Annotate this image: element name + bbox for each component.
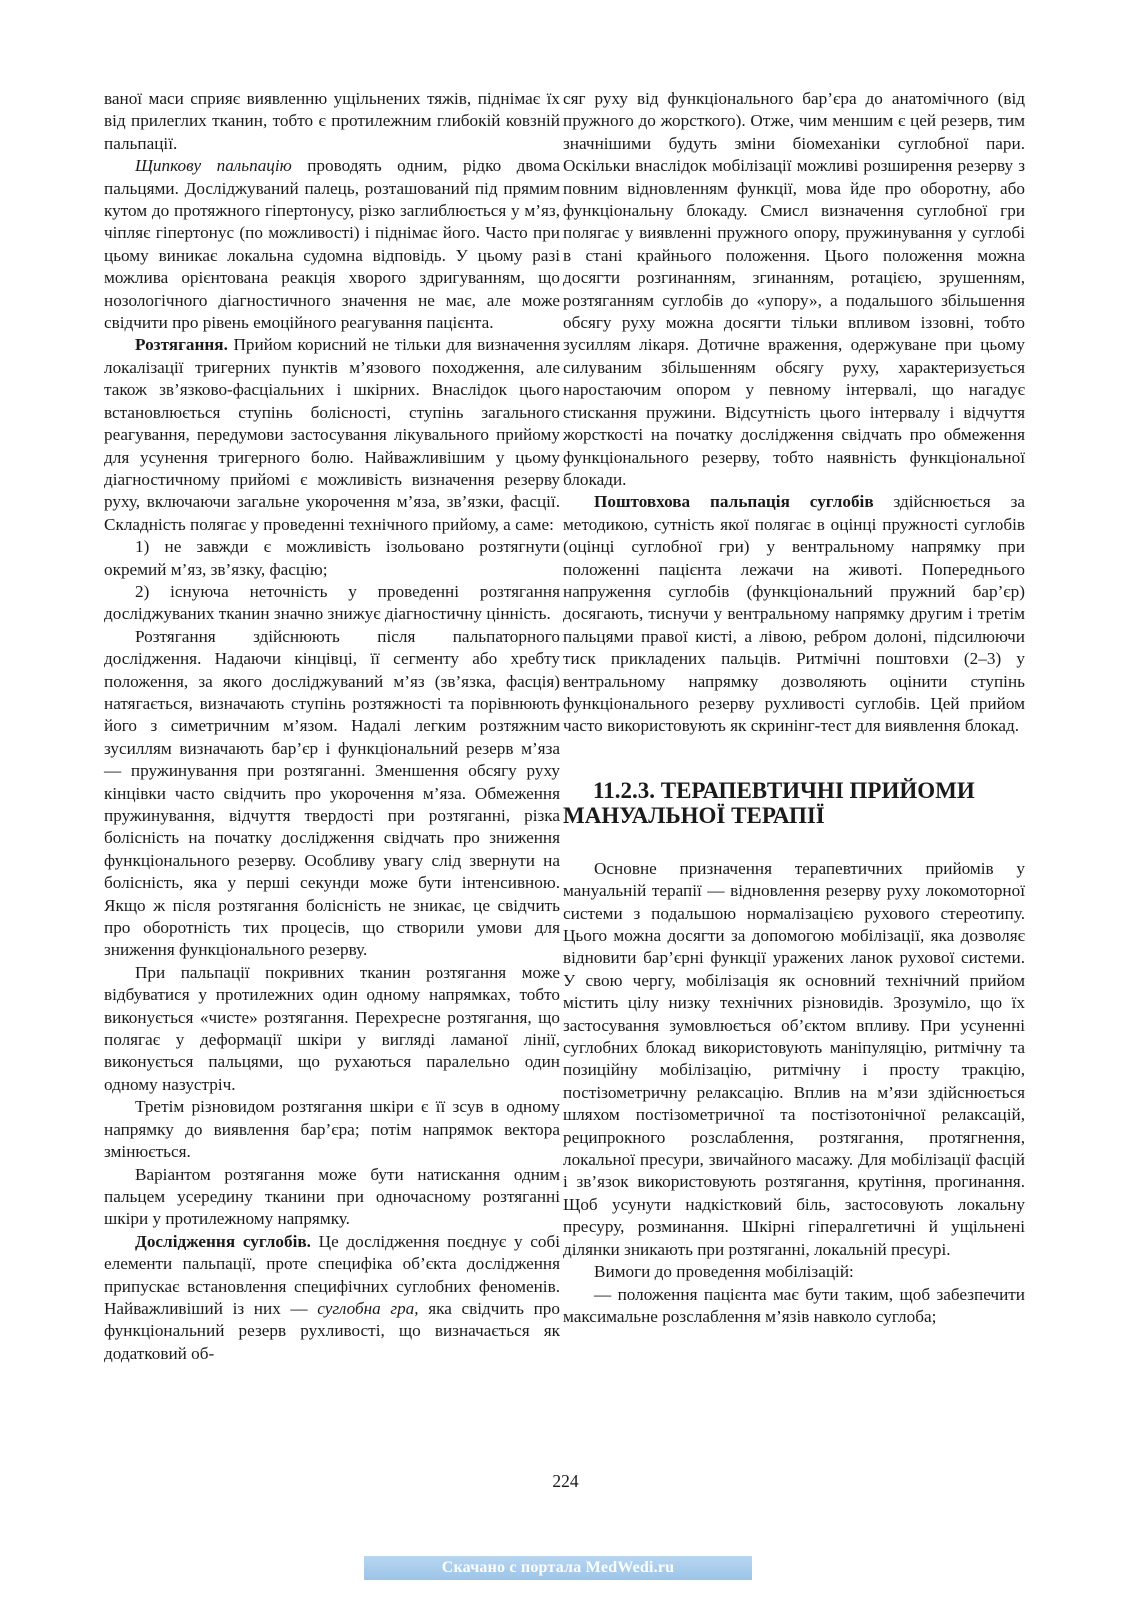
section-heading: 11.2.3. ТЕРАПЕВТИЧНІ ПРИЙОМИ МАНУАЛЬНОЇ ТЕРАПІЇ [563,777,975,828]
paragraph-text: Прийом корисний не тільки для визначення локалізації тригерних пунктів м’язового походження, але також зв’язково-фасціальних і шкірних. Внаслідок цього встановлюється ступінь болісності, ступінь загального реагування, передумови застосування лікувального прийому для усунення тригерного болю. Найважливішим у цьому діагностичному прийомі є можливість визначення резерву руху, включаючи загальне укорочення м’яза, зв’язки, фасції. Складність полягає у проведенні технічного прийому, а саме: [104,335,560,534]
paragraph: сяг руху від функціонального бар’єра до анатомічного (від пружного до жорсткого). Отже, чим меншим є цей резерв, тим значнішими будуть зміни біомеханіки суглобної пари. Оскільки внаслідок мобілізації можливі розширення резерву з повним відновленням функції, мова йде про оборотну, або функціональну блокаду. Смисл визначення суглобної гри полягає у виявленні пружного опору, пружинування у суглобі в стані крайнього положення. Цього положення можна досягти розгинанням, згинанням, ротацією, зрушенням, розтяганням суглобів до «упору», а подальшого збільшення обсягу руху можна досягти тільки впливом іззовні, тобто зусиллям лікаря. Дотичне враження, одержуване при цьому силуваним збільшенням обсягу руху, характеризується наростаючим опором у певному інтервалі, що нагадує стискання пружини. Відсутність цього інтервалу і відчуття жорсткості на початку дослідження свідчать про обмеження функціонального резерву, тобто наявність функціональної блокади. [563,89,1025,489]
paragraph-text: яка свідчить про функціональний резерв рухливості, що визначається як додатковий об- [104,1298,560,1363]
paragraph: Розтягання здійснюють після пальпаторного дослідження. Надаючи кінцівці, її сегменту або хребту положення, за якого досліджуваний м’яз (зв’язка, фасція) натягається, визначають ступінь розтяжності та порівнюють його з симетричним м’язом. Надалі легким розтяжним зусиллям визначають бар’єр і функціональний резерв м’яза — пружинування при розтяганні. Зменшення обсягу руху кінцівки часто свідчить про укорочення м’яза. Обмеження пружинування, відчуття твердості при розтяганні, різка болісність на початку дослідження свідчать про зниження функціонального резерву. Особливу увагу слід звернути на болісність, яка у перші секунди може бути інтенсивною. Якщо ж після розтягання болісність не зникає, це свідчить про оборотність тих процесів, що створили умови для зниження функціонального резерву. [104,626,560,960]
paragraph: — положення пацієнта має бути таким, щоб забезпечити максимальне розслаблення м’язів навколо суглоба; [563,1284,1025,1326]
bold-term: Поштовхова пальпація суглобів [594,492,874,512]
paragraph-text: Це дослідження поєднує у собі елементи пальпації, проте специфіка об’єкта дослідження припускає встановлення специфічних суглобних феноменів. Найважливіший із них — [104,1231,560,1318]
paragraph: Основне призначення терапевтичних прийомів у мануальній терапії — відновлення резерву руху локомоторної системи з подальшою нормалізацією рухового стереотипу. Цього можна досягти за допомогою мобілізації, яка дозволяє відновити бар’єрні функції уражених ланок рухової системи. У свою чергу, мобілізація як основний технічний прийом містить цілу низку технічних різновидів. Зрозуміло, що їх застосування зумовлюється об’єктом впливу. При усуненні суглобних блокад використовують маніпуляцію, ритмічну та позиційну мобілізацію, ритмічну і просту тракцію, постізометричну релаксацію. Вплив на м’язи здійснюється шляхом постізометричної та постізотонічної релаксацій, реципрокного розслаблення, розтягання, протягнення, локальної пресури, звичайного масажу. Для мобілізації фасцій і зв’язок використовують розтягання, крутіння, прогинання. Щоб усунути надкістковий біль, застосовують локальну пресуру, розминання. Шкірні гіпералгетичні й ущільнені ділянки зникають при розтяганні, локальній пресурі. [563,858,1025,1259]
paragraph [104,1231,560,1365]
list-item: 1) не завжди є можливість ізольовано розтягнути окремий м’яз, зв’язку, фасцію; [104,537,560,579]
paragraph-text: проводять одним, рідко двома пальцями. Досліджуваний палець, розташований під прямим кутом до протяжного гіпертонусу, різко заглиблюється у м’яз, чіпляє гіпертонус (по можливості) і піднімає його. Часто при цьому виникає локальна судомна відповідь. У цьому разі можлива орієнтована реакція хворого здригуванням, що нозологічного діагностичного значення не має, але може свідчити про рівень емоційного реагування пацієнта. [104,156,560,333]
page-number: 224 [552,1471,579,1491]
download-source-banner: Скачано с портала MedWedi.ru [364,1556,752,1580]
paragraph: Варіантом розтягання може бути натискання одним пальцем усередину тканини при одночасному розтяганні шкіри у протилежному напрямку. [104,1164,560,1229]
paragraph [104,334,560,536]
paragraph [104,155,560,334]
paragraph [563,491,1025,737]
paragraph: Вимоги до проведення мобілізацій: [594,1262,854,1282]
italic-term: суглобна гра, [317,1298,419,1318]
left-column [104,88,560,1365]
paragraph-text: здійснюється за методикою, сутність якої полягає в оцінці пружності суглобів (оцінці суглобної гри) у вентральному напрямку при положенні пацієнта лежачи на животі. Попереднього напруження суглобів (функціональний пружний бар’єр) досягають, тиснучи у вентральному напрямку другим і третім пальцями правої кисті, а лівою, ребром долоні, підсилюючи тиск прикладених пальців. Ритмічні поштовхи (2–3) у вентральному напрямку дозволяють оцінити ступінь функціонального резерву рухливості суглобів. Цей прийом часто використовують як скринінг-тест для виявлення блокад. [563,492,1025,736]
paragraph: Третім різновидом розтягання шкіри є її зсув в одному напрямку до виявлення бар’єра; потім напрямок вектора змінюється. [104,1097,560,1162]
list-item: 2) існуюча неточність у проведенні розтягання досліджуваних тканин значно знижує діагностичну цінність. [104,581,560,624]
bold-term: Дослідження суглобів. [135,1231,311,1251]
right-column [563,88,1025,1328]
paragraph: ваної маси сприяє виявленню ущільнених тяжів, піднімає їх від прилеглих тканин, тобто є протилежним глибокій ковзній пальпації. [104,89,560,153]
paragraph: При пальпації покривних тканин розтягання може відбуватися у протилежних один одному напрямках, тобто виконується «чисте» розтягання. Перехресне розтягання, що полягає у деформації шкіри у вигляді ламаної лінії, виконується пальцями, що рухаються паралельно один одному назустріч. [104,962,560,1094]
italic-term: Щипкову пальпацію [135,156,292,176]
bold-term: Розтягання. [135,335,228,355]
